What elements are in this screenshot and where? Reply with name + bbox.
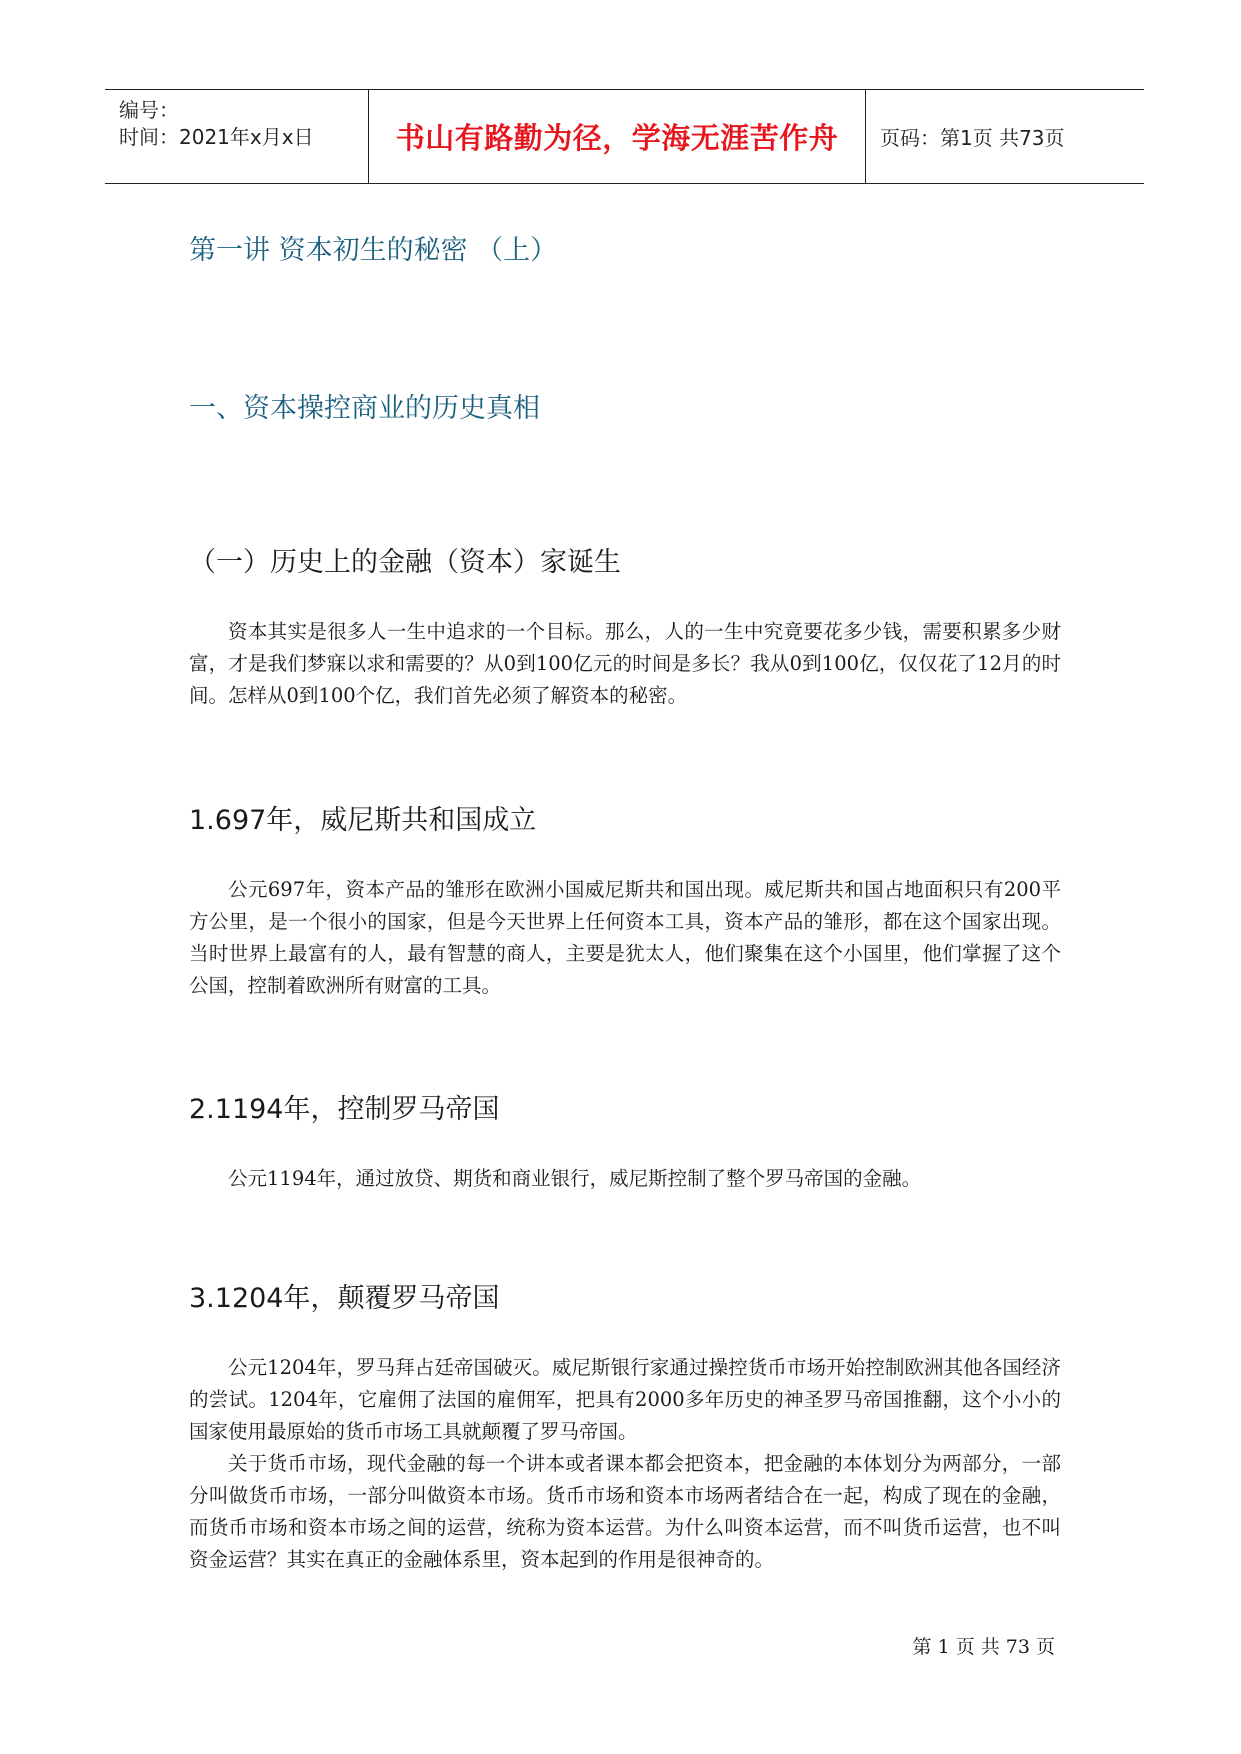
document-time-label: 时间：2021年x月x日 <box>119 125 314 149</box>
subsection-title: （一）历史上的金融（资本）家诞生 <box>189 547 621 578</box>
header-info-cell <box>105 90 369 183</box>
subsection-title: 3.1204年，颠覆罗马帝国 <box>189 1283 500 1314</box>
header-motto-cell <box>369 90 866 183</box>
document-number-label: 编号： <box>119 98 179 122</box>
header-page-info: 页码：第1页 共73页 <box>880 126 1065 150</box>
body-paragraph: 公元1194年，通过放贷、期货和商业银行，威尼斯控制了整个罗马帝国的金融。 <box>228 1167 922 1190</box>
body-paragraph: 公元697年，资本产品的雏形在欧洲小国威尼斯共和国出现。威尼斯共和国占地面积只有200平方公里，是一个很小的国家，但是今天世界上任何资本工具，资本产品的雏形，都在这个国家出现。当时世界上最富有的人，最有智慧的商人，主要是犹太人，他们聚集在这个小国里，他们掌握了这个公国，控制着欧洲所有财富的工具。 <box>189 878 1061 997</box>
body-paragraph: 关于货币市场，现代金融的每一个讲本或者课本都会把资本，把金融的本体划分为两部分，一部分叫做货币市场，一部分叫做资本市场。货币市场和资本市场两者结合在一起，构成了现在的金融，而货币市场和资本市场之间的运营，统称为资本运营。为什么叫资本运营，而不叫货币运营，也不叫资金运营？其实在真正的金融体系里，资本起到的作用是很神奇的。 <box>189 1452 1061 1571</box>
subsection-title: 1.697年，威尼斯共和国成立 <box>189 805 537 836</box>
body-paragraph: 资本其实是很多人一生中追求的一个目标。那么，人的一生中究竟要花多少钱，需要积累多少财富，才是我们梦寐以求和需要的？从0到100亿元的时间是多长？我从0到100亿，仅仅花了12月的时间。怎样从0到100个亿，我们首先必须了解资本的秘密。 <box>189 620 1061 707</box>
body-paragraph: 公元1204年，罗马拜占廷帝国破灭。威尼斯银行家通过操控货币市场开始控制欧洲其他各国经济的尝试。1204年，它雇佣了法国的雇佣军，把具有2000多年历史的神圣罗马帝国推翻，这个小小的国家使用最原始的货币市场工具就颠覆了罗马帝国。 <box>189 1356 1061 1443</box>
subsection-title: 2.1194年，控制罗马帝国 <box>189 1094 500 1125</box>
header-page-cell <box>866 90 1144 183</box>
page-header <box>105 89 1144 184</box>
section-title: 一、资本操控商业的历史真相 <box>189 393 540 424</box>
page-footer: 第 1 页 共 73 页 <box>912 1636 1055 1658</box>
lecture-title: 第一讲 资本初生的秘密 （上） <box>189 235 558 266</box>
header-motto: 书山有路勤为径，学海无涯苦作舟 <box>395 121 839 155</box>
